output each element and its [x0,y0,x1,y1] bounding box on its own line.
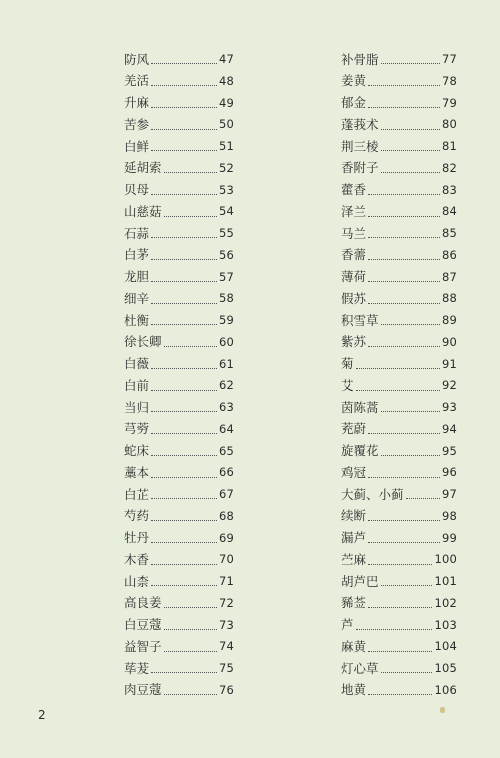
entry-title: 胡芦巴 [341,573,379,589]
toc-entry [124,114,234,136]
toc-entry [124,397,234,419]
dot-leader [151,390,217,391]
toc-entry [341,571,457,593]
entry-title: 牡丹 [124,530,150,546]
entry-page-number: 70 [218,552,234,567]
dot-leader [368,542,440,543]
dot-leader [381,585,433,586]
toc-entry [341,462,457,484]
toc-entry [124,288,234,310]
entry-title: 贝母 [124,182,150,198]
toc-entry [341,636,457,658]
toc-entry [341,484,457,506]
entry-title: 高良姜 [124,595,162,611]
toc-entry [124,636,234,658]
dot-leader [151,368,217,369]
entry-page-number: 52 [218,160,234,175]
entry-title: 香薷 [341,247,367,263]
entry-title: 菊 [341,356,354,372]
entry-page-number: 55 [218,226,234,241]
toc-entry [341,267,457,289]
entry-page-number: 89 [441,313,457,328]
dot-leader [164,607,217,608]
entry-page-number: 60 [218,334,234,349]
entry-title: 山柰 [124,573,150,589]
entry-page-number: 66 [218,465,234,480]
dot-leader [368,216,440,217]
entry-title: 紫苏 [341,334,367,350]
entry-page-number: 93 [441,400,457,415]
toc-left-column [124,49,234,702]
toc-entry [124,615,234,637]
toc-entry [341,71,457,93]
dot-leader [368,607,432,608]
dot-leader [151,63,217,64]
entry-title: 芦 [341,617,354,633]
toc-entry [124,93,234,115]
dot-leader [151,259,217,260]
entry-title: 麻黄 [341,638,367,654]
toc-entry [124,484,234,506]
entry-page-number: 73 [218,617,234,632]
dot-leader [151,303,217,304]
toc-entry [124,245,234,267]
entry-page-number: 88 [441,291,457,306]
dot-leader [368,107,440,108]
toc-entry [124,658,234,680]
dot-leader [381,411,440,412]
entry-page-number: 82 [441,160,457,175]
entry-title: 茵陈蒿 [341,399,379,415]
dot-leader [151,281,217,282]
entry-page-number: 51 [218,139,234,154]
dot-leader [368,194,440,195]
entry-page-number: 85 [441,226,457,241]
toc-entry [124,375,234,397]
entry-title: 当归 [124,399,150,415]
entry-title: 假苏 [341,290,367,306]
entry-title: 续断 [341,508,367,524]
toc-entry [341,593,457,615]
entry-page-number: 79 [441,95,457,110]
dot-leader [381,672,433,673]
entry-title: 荜茇 [124,660,150,676]
dot-leader [151,455,217,456]
entry-title: 延胡索 [124,160,162,176]
toc-entry [124,593,234,615]
dot-leader [368,346,440,347]
entry-page-number: 50 [218,117,234,132]
entry-title: 鸡冠 [341,464,367,480]
dot-leader [368,477,440,478]
entry-title: 苦参 [124,116,150,132]
toc-right-column [341,49,457,702]
entry-page-number: 65 [218,443,234,458]
page-number: 2 [38,708,46,722]
entry-page-number: 87 [441,269,457,284]
toc-entry [124,71,234,93]
entry-title: 细辛 [124,290,150,306]
toc-entry [124,441,234,463]
entry-page-number: 69 [218,530,234,545]
entry-title: 豨莶 [341,595,367,611]
dot-leader [151,585,217,586]
toc-entry [124,528,234,550]
entry-page-number: 71 [218,574,234,589]
dot-leader [368,281,440,282]
entry-page-number: 57 [218,269,234,284]
dot-leader [368,85,440,86]
toc-entry [124,49,234,71]
dot-leader [368,520,440,521]
entry-page-number: 81 [441,139,457,154]
entry-title: 防风 [124,51,150,67]
toc-entry [124,419,234,441]
entry-page-number: 91 [441,356,457,371]
entry-title: 灯心草 [341,660,379,676]
dot-leader [151,520,217,521]
toc-entry [341,549,457,571]
dot-leader [151,237,217,238]
entry-page-number: 96 [441,465,457,480]
dot-leader [151,324,217,325]
entry-title: 地黄 [341,682,367,698]
toc-entry [341,658,457,680]
dot-leader [164,172,217,173]
toc-entry [341,528,457,550]
dot-leader [164,346,217,347]
dot-leader [151,194,217,195]
entry-title: 杜衡 [124,312,150,328]
entry-title: 益智子 [124,638,162,654]
entry-title: 漏芦 [341,530,367,546]
dot-leader [151,411,217,412]
dot-leader [368,259,440,260]
toc-entry [341,680,457,702]
entry-title: 旋覆花 [341,443,379,459]
entry-page-number: 101 [434,574,457,589]
dot-leader [151,150,217,151]
dot-leader [368,651,432,652]
toc-entry [124,267,234,289]
dot-leader [151,564,217,565]
entry-page-number: 62 [218,378,234,393]
toc-entry [124,180,234,202]
toc-entry [341,397,457,419]
entry-title: 茺蔚 [341,421,367,437]
entry-title: 荆三棱 [341,138,379,154]
toc-entry [124,354,234,376]
entry-title: 芍药 [124,508,150,524]
entry-page-number: 75 [218,661,234,676]
toc-entry [124,201,234,223]
toc-entry [341,419,457,441]
toc-entry [341,375,457,397]
entry-title: 马兰 [341,225,367,241]
entry-title: 白鲜 [124,138,150,154]
entry-page-number: 95 [441,443,457,458]
toc-entry [341,310,457,332]
entry-page-number: 106 [434,682,457,697]
entry-title: 白前 [124,377,150,393]
entry-page-number: 86 [441,247,457,262]
dot-leader [368,694,432,695]
entry-page-number: 54 [218,204,234,219]
entry-page-number: 76 [218,682,234,697]
dot-leader [381,150,440,151]
entry-page-number: 100 [434,552,457,567]
dot-leader [164,629,217,630]
entry-title: 补骨脂 [341,51,379,67]
dot-leader [164,216,217,217]
entry-page-number: 53 [218,182,234,197]
dot-leader [151,477,217,478]
entry-page-number: 49 [218,95,234,110]
dot-leader [151,542,217,543]
toc-entry [124,571,234,593]
entry-title: 大蓟、小蓟 [341,486,404,502]
dot-leader [356,390,440,391]
toc-entry [124,462,234,484]
toc-entry [341,180,457,202]
dot-leader [406,498,440,499]
entry-title: 郁金 [341,95,367,111]
toc-entry [124,680,234,702]
entry-page-number: 74 [218,639,234,654]
toc-entry [341,288,457,310]
toc-entry [124,310,234,332]
dot-leader [151,498,217,499]
entry-title: 龙胆 [124,269,150,285]
entry-title: 藿香 [341,182,367,198]
entry-page-number: 90 [441,334,457,349]
entry-page-number: 58 [218,291,234,306]
entry-title: 白茅 [124,247,150,263]
dot-leader [356,368,440,369]
dot-leader [356,629,433,630]
entry-title: 泽兰 [341,203,367,219]
entry-page-number: 47 [218,52,234,67]
entry-title: 艾 [341,377,354,393]
dot-leader [151,433,217,434]
entry-title: 蓬莪术 [341,116,379,132]
entry-title: 蛇床 [124,443,150,459]
entry-title: 白薇 [124,356,150,372]
entry-title: 羌活 [124,73,150,89]
dot-leader [368,433,440,434]
entry-title: 薄荷 [341,269,367,285]
paper-speck [440,707,445,713]
entry-page-number: 104 [434,639,457,654]
entry-page-number: 99 [441,530,457,545]
dot-leader [151,107,217,108]
dot-leader [381,324,440,325]
entry-page-number: 78 [441,73,457,88]
dot-leader [151,85,217,86]
entry-page-number: 77 [441,52,457,67]
entry-title: 姜黄 [341,73,367,89]
toc-entry [341,93,457,115]
entry-page-number: 72 [218,595,234,610]
entry-title: 山慈菇 [124,203,162,219]
entry-title: 石蒜 [124,225,150,241]
entry-page-number: 68 [218,508,234,523]
dot-leader [368,237,440,238]
dot-leader [381,63,440,64]
entry-title: 芎䓖 [124,421,150,437]
dot-leader [381,455,440,456]
toc-entry [124,549,234,571]
entry-page-number: 98 [441,508,457,523]
toc-entry [341,49,457,71]
toc-entry [124,332,234,354]
dot-leader [381,129,440,130]
toc-entry [341,506,457,528]
dot-leader [368,564,432,565]
entry-page-number: 56 [218,247,234,262]
toc-entry [341,136,457,158]
toc-entry [341,201,457,223]
entry-page-number: 83 [441,182,457,197]
toc-entry [341,354,457,376]
toc-entry [341,223,457,245]
toc-entry [124,158,234,180]
entry-title: 积雪草 [341,312,379,328]
entry-title: 白豆蔻 [124,617,162,633]
toc-entry [341,441,457,463]
entry-page-number: 97 [441,487,457,502]
entry-page-number: 94 [441,421,457,436]
entry-page-number: 61 [218,356,234,371]
toc-entry [341,114,457,136]
entry-page-number: 80 [441,117,457,132]
entry-page-number: 59 [218,313,234,328]
entry-page-number: 67 [218,487,234,502]
entry-title: 白芷 [124,486,150,502]
toc-entry [341,332,457,354]
toc-entry [341,245,457,267]
entry-title: 肉豆蔻 [124,682,162,698]
entry-page-number: 105 [434,661,457,676]
dot-leader [368,303,440,304]
entry-title: 徐长卿 [124,334,162,350]
entry-page-number: 103 [434,617,457,632]
dot-leader [381,172,440,173]
entry-title: 升麻 [124,95,150,111]
toc-entry [341,615,457,637]
entry-page-number: 102 [434,595,457,610]
dot-leader [164,694,217,695]
toc-entry [124,136,234,158]
entry-page-number: 48 [218,73,234,88]
entry-title: 藁本 [124,464,150,480]
entry-page-number: 92 [441,378,457,393]
dot-leader [151,672,217,673]
entry-page-number: 64 [218,421,234,436]
dot-leader [164,651,217,652]
entry-title: 木香 [124,551,150,567]
entry-title: 香附子 [341,160,379,176]
toc-entry [124,506,234,528]
entry-page-number: 84 [441,204,457,219]
dot-leader [151,129,217,130]
entry-page-number: 63 [218,400,234,415]
toc-entry [341,158,457,180]
toc-entry [124,223,234,245]
entry-title: 苎麻 [341,551,367,567]
